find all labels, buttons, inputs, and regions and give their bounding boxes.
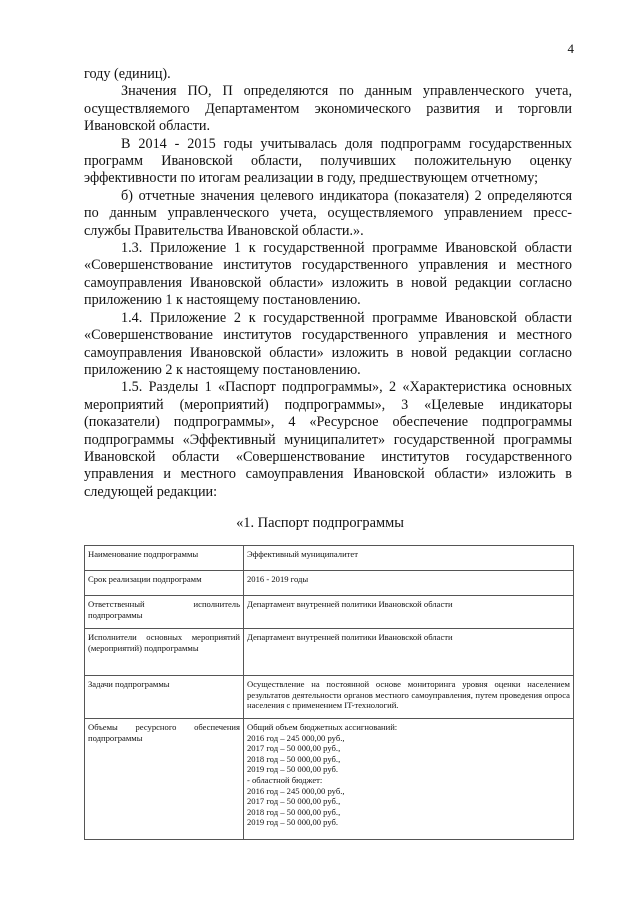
table-cell-label: Ответственный исполнитель подпрограммы	[85, 596, 244, 629]
table-cell-value: Департамент внутренней политики Ивановской области	[244, 629, 574, 676]
table-row	[85, 676, 574, 719]
table-cell-line: Общий объем бюджетных ассигнований:	[247, 722, 398, 732]
table-cell-line: 2018 год – 50 000,00 руб.,	[247, 753, 341, 764]
paragraph: 1.5. Разделы 1 «Паспорт подпрограммы», 2 «Характеристика основных мероприятий (мероприятий) подпрограммы», 3 «Целевые индикаторы (показатели) подпрограммы», 4 «Ресурсное обеспечение подпрограммы подпрограммы «Эффективный муниципалитет» государственной программы Ивановской области «Совершенствование институтов государственного управления и местного самоуправления Ивановской области» изложить в следующей редакции:	[84, 379, 572, 500]
table-cell-line: 2016 год – 245 000,00 руб.,	[247, 732, 345, 743]
table-cell-value: 2016 - 2019 годы	[244, 571, 574, 596]
table-cell-label: Срок реализации подпрограмм	[85, 571, 244, 596]
table-cell-line: 2017 год – 50 000,00 руб.,	[247, 796, 341, 807]
table-row	[85, 629, 574, 676]
table-row	[85, 719, 574, 840]
section-title: «1. Паспорт подпрограммы	[236, 515, 404, 531]
table-cell-line: 2019 год – 50 000,00 руб.	[247, 764, 339, 775]
table-row	[85, 596, 574, 629]
paragraph: В 2014 - 2015 годы учитывалась доля подпрограмм государственных программ Ивановской области, получивших положительную оценку эффективности по итогам реализации в году, предшествующем отчетному;	[84, 135, 572, 187]
page-number: 4	[567, 41, 574, 56]
table-cell-line: 2018 год – 50 000,00 руб.,	[247, 806, 341, 817]
table-cell-label: Исполнители основных мероприятий (мероприятий) подпрограммы	[85, 629, 244, 676]
table-cell-line: - областной бюджет:	[247, 774, 323, 785]
table-row	[85, 571, 574, 596]
table-cell-label: Наименование подпрограммы	[85, 546, 244, 571]
table-cell-value: Департамент внутренней политики Ивановской области	[244, 596, 574, 629]
table-cell-value: Эффективный муниципалитет	[244, 546, 574, 571]
table-cell-line: 2019 год – 50 000,00 руб.	[247, 817, 339, 828]
table-row	[85, 546, 574, 571]
paragraph: году (единиц).	[84, 66, 171, 82]
table-cell-line: 2017 год – 50 000,00 руб.,	[247, 743, 341, 754]
paragraph: 1.3. Приложение 1 к государственной программе Ивановской области «Совершенствование институтов государственного управления и местного самоуправления Ивановской области» изложить в новой редакции согласно приложению 1 к настоящему постановлению.	[84, 240, 572, 309]
table-cell-label: Объемы ресурсного обеспечения подпрограммы	[85, 719, 244, 840]
table-cell-line: 2016 год – 245 000,00 руб.,	[247, 785, 345, 796]
body-text	[84, 66, 572, 501]
paragraph: Значения ПО, П определяются по данным управленческого учета, осуществляемого Департаментом экономического развития и торговли Ивановской области.	[84, 83, 572, 135]
passport-table	[84, 545, 574, 840]
table-cell-value: Осуществление на постоянной основе мониторинга уровня оценки населением результатов деятельности органов местного самоуправления, путем проведения опроса населения с применением IT-технологий.	[244, 676, 574, 719]
passport-table-body	[85, 546, 574, 840]
table-cell-value	[244, 719, 574, 840]
paragraph: б) отчетные значения целевого индикатора (показателя) 2 определяются по данным управленческого учета, осуществляемого управлением пресс-службы Правительства Ивановской области.».	[84, 187, 572, 239]
table-cell-label: Задачи подпрограммы	[85, 676, 244, 719]
paragraph: 1.4. Приложение 2 к государственной программе Ивановской области «Совершенствование институтов государственного управления и местного самоуправления Ивановской области» изложить в новой редакции согласно приложению 2 к настоящему постановлению.	[84, 309, 572, 378]
